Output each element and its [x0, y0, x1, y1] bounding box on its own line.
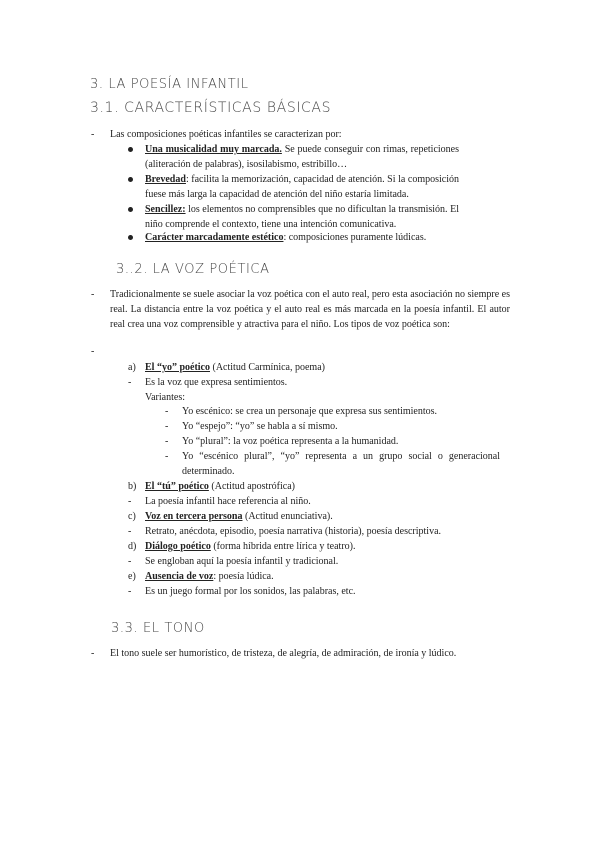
tono-line: - El tono suele ser humorístico, de tristeza, de alegría, de admiración, de ironía y lúdico.: [91, 648, 457, 659]
list-item: Yo “plural”: la voz poética representa a la humanidad.: [182, 436, 399, 447]
list-item: Brevedad: facilita la memorización, capacidad de atención. Si la composición fuese más larga la capacidad de atención del niño estaría limitada.: [145, 174, 459, 200]
list-item: La poesía infantil hace referencia al niño.: [145, 496, 311, 507]
variantes-label: Variantes:: [145, 392, 185, 403]
voz-type-tercera: Voz en tercera persona (Actitud enunciativa).: [145, 511, 333, 522]
intro-line: - Las composiciones poéticas infantiles se caracterizan por:: [91, 129, 342, 140]
bullet-icon: [128, 142, 141, 157]
list-letter: c): [128, 511, 136, 522]
list-item: Carácter marcadamente estético: composiciones puramente lúdicas.: [145, 232, 427, 243]
list-item: Yo escénico: se crea un personaje que expresa sus sentimientos.: [182, 406, 438, 417]
voz-type-yo: El “yo” poético (Actitud Carmínica, poema): [145, 362, 325, 373]
list-item: Sencillez: los elementos no comprensibles que no dificultan la transmisión. El niño comprende el contexto, tiene una intención comunicativa.: [145, 204, 459, 230]
bullet-icon: [128, 172, 141, 187]
heading-tono: 3.3. EL TONO: [111, 621, 205, 636]
voz-paragraph: - Tradicionalmente se suele asociar la voz poética con el auto real, pero esta asociación no siempre es real. La distancia entre la voz poética y el auto real es más marcada en la poesía infantil. El autor real crea una voz comprensible y atractiva para el niño. Los tipos de voz poética son:: [91, 289, 510, 330]
heading-caracteristicas: 3.1. CARACTERÍSTICAS BÁSICAS: [90, 100, 332, 116]
list-item: Yo “escénico plural”, “yo” representa a un grupo social o generacional determinado.: [182, 451, 500, 477]
list-item: Es la voz que expresa sentimientos.: [145, 377, 288, 388]
bullet-icon: [128, 202, 141, 217]
heading-poesia-infantil: 3. LA POESÍA INFANTIL: [90, 77, 249, 92]
list-letter: b): [128, 481, 137, 492]
list-item: Una musicalidad muy marcada. Se puede conseguir con rimas, repeticiones (aliteración de palabras), isosilabismo, estribillo…: [145, 144, 459, 170]
list-item: Yo “espejo”: “yo” se habla a sí mismo.: [182, 421, 338, 432]
document-page: 3. LA POESÍA INFANTIL 3.1. CARACTERÍSTICAS BÁSICAS - Las composiciones poéticas infantiles se caracterizan por: Una musicalidad muy marcada. Se puede conseguir con rimas, repeticiones (aliteración de palabras), isosilabismo, estribillo… Brevedad: facilita la memorización, capacidad de atención. Si la composición fuese más larga la capacidad de atención del niño estaría limitada. Sencillez: los elementos no comprensibles que no dificultan la transmisión. El niño comprende el contexto, tiene una intención comunicativa. Carácter marcadamente estético: composiciones puramente lúdicas. 3..2. LA VOZ POÉTICA - Tradicionalmente se suele asociar la voz poética con el auto real, pero esta asociación no siempre es real. La distancia entre la voz poética y el auto real es más marcada en la poesía infantil. El autor real crea una voz comprensible y atractiva para el niño. Los tipos de voz poética son: - a) El “yo” poético (Actitud Carmínica, poema) - Es la voz que expresa sentimientos. Variantes: - Yo escénico: se crea un personaje que expresa sus sentimientos. - Yo “espejo”: “yo” se habla a sí mismo. - Yo “plural”: la voz poética representa a la humanidad. - Yo “escénico plural”, “yo” representa a un grupo social o generacional determinado. b) El “tú” poético (Actitud apostrófica) - La poesía infantil hace referencia al niño. c) Voz en tercera persona (Actitud enunciativa). - Retrato, anécdota, episodio, poesía narrativa (historia), poesía descriptiva. d) Diálogo poético (forma híbrida entre lírica y teatro). - Se engloban aquí la poesía infantil y tradicional. e) Ausencia de voz: poesía lúdica. - Es un juego formal por los sonidos, las palabras, etc. 3.3. EL TONO - El tono suele ser humorístico, de tristeza, de alegría, de admiración, de ironía y lúdico.: [90, 77, 510, 659]
list-letter: e): [128, 571, 136, 582]
list-item: Retrato, anécdota, episodio, poesía narrativa (historia), poesía descriptiva.: [145, 526, 442, 537]
voz-type-dialogo: Diálogo poético (forma híbrida entre lírica y teatro).: [145, 541, 356, 552]
list-letter: a): [128, 362, 136, 373]
list-item: Se engloban aquí la poesía infantil y tradicional.: [145, 556, 339, 567]
bullet-icon: [128, 230, 141, 245]
list-letter: d): [128, 541, 137, 552]
heading-voz-poetica: 3..2. LA VOZ POÉTICA: [116, 262, 270, 277]
list-item: Es un juego formal por los sonidos, las palabras, etc.: [145, 586, 356, 597]
voz-type-tu: El “tú” poético (Actitud apostrófica): [145, 481, 295, 492]
voz-type-ausencia: Ausencia de voz: poesía lúdica.: [145, 571, 274, 582]
